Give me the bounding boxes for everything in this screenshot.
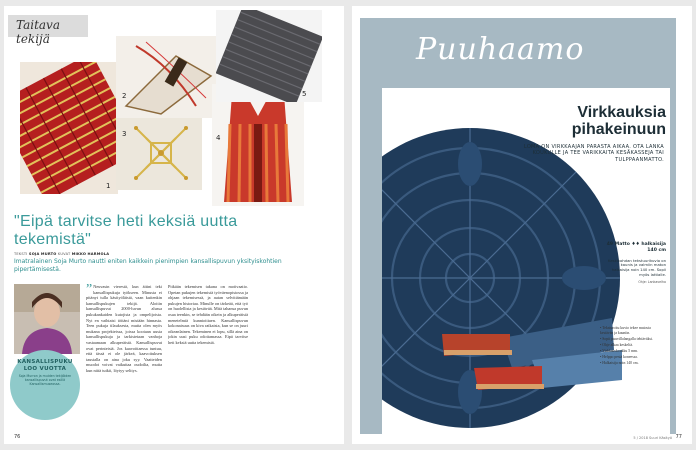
photo-ribbon-weaving: [20, 62, 118, 194]
article-lede: Imatralainen Soja Murto nautti eniten kaikkein pienimpien kansallispuvun yksityiskohtien pipertämisestä.: [14, 258, 282, 273]
list-item: • Teksturoitu kuvio tekee matosta kestävän ja kauniin.: [600, 326, 651, 335]
section-brand: Puuhaamo: [416, 32, 585, 67]
photo-bodice: [212, 84, 307, 206]
quote-circle: [10, 350, 80, 420]
list-item: • Ohje alkaa keskeltä.: [600, 343, 633, 347]
pattern-info-text: Keskikohdan tekstuurikuvio on kaunis ja valmiin maton halkaisija noin 140 cm. Sopii myös lattialle.: [608, 257, 666, 277]
right-page: [352, 6, 692, 444]
list-item: • Sopii puuvillalangalla tehtäväksi.: [600, 337, 653, 341]
list-item: • Halkaisija noin 140 cm.: [600, 361, 639, 365]
pattern-info-title: 49 Matto ♦♦ halkaisija 140 cm: [606, 242, 666, 253]
embroidery-illustration: [116, 118, 202, 190]
portrait-photo: [14, 284, 80, 354]
pattern-info-box: [606, 242, 666, 284]
page-number-right: 77: [675, 434, 682, 440]
article-headline: "Eipä tarvitse heti keksiä uutta tekemistä": [14, 213, 238, 248]
list-item: • Helppo pestä koneessa.: [600, 355, 638, 359]
knit-fabric-illustration: [216, 10, 322, 102]
article-column-1: ” Neuvasin vierestä, kun äitini teki kansallispukuja työkseen. Minusta ei pitänyt tulla käsityöläistä, vaan kuitenkin kansallispukujen tekijä. Aloitin kansallispuvut 2000-luvun alussa pukukankaiden kutojista ja ompelijoista. Nyt en vaihtaisi töitäni mistään hinnasta. Teen pukuja tilauksesta, mutta olen myös mukana projekteissa, joissa kootaan uusia kansallispukuja ja tarkistetaan vanhoja vastaamaan alkuperäistä. Kansallispuvut ovat perinteisiä. Jos kaavoittaessa tuntuu, että tässä ei ole järkeä, kaavoituksen taustalla on aina joku syy. Vaatteiden muodot voivat vaikuttaa oudoilta, mutta kun niitä tutkii, löytyy selitys.: [86, 284, 162, 373]
photo-number-1: 1: [106, 182, 111, 190]
issue-footer: 5 / 2018 Suuri Käsityö: [633, 436, 672, 440]
photo-knit-fabric: [216, 10, 322, 102]
quote-title: KANSALLISPUKU LOO VUOTTA: [17, 359, 73, 372]
ribbon-weaving-illustration: [20, 62, 118, 194]
svg-text:3: 3: [122, 130, 127, 138]
section-tag: Taitava tekijä: [8, 15, 88, 37]
list-item: • Virkkauskoukku 5 mm.: [600, 349, 638, 353]
quote-mark-icon: ”: [86, 284, 93, 297]
left-page: [4, 6, 344, 444]
photo-embroidery: [116, 118, 202, 190]
svg-text:2: 2: [122, 92, 127, 100]
loom-illustration: [116, 36, 220, 118]
tips-list: [600, 326, 664, 367]
rug-photo: [382, 88, 670, 434]
page-number-left: 76: [14, 434, 21, 440]
article-title: Virkkauksia pihakeinuun: [571, 104, 666, 138]
article-intro: LOMA ON VIRKKAAJAN PARASTA AIKAA. OTA LANKA KOUKULLE JA TEE VARIKKAITA KESÄKASSEJA TAI TULPPAANMATTO.: [523, 144, 664, 163]
bodice-illustration: [212, 84, 307, 206]
byline: TEKSTI SOJA MURTO KUVAT MIKKO HARMOLA: [14, 252, 110, 256]
svg-text:5: 5: [302, 90, 307, 98]
photo-loom: [116, 36, 220, 118]
article-column-2: Pitkään tekemisen takana on motivaatio. Opetan pukujen tekemistä työväenopistossa ja ohjaan tekemisessä, ja autan selvittämään pukujen historiaa. Minulle on tärkeää, että työ on huolellista ja kestävää. Mitä tahansa puvun osaa teenkin, se tehdään oikein ja alkuperäisiä menetelmiä kunnioittaen. Kansallispuvun kokonaisuus on kiva ratkaista, kun se on juuri oikeanlainen. Tekeminen ei lopu, sillä aina on jokin uusi puku odottamassa. Eipä tarvitse heti keksiä uutta tekemistä.: [168, 284, 248, 345]
svg-text:4: 4: [216, 134, 221, 142]
portrait-illustration: [14, 284, 80, 354]
quote-body: Soja Murron ja muiden tekijöiden kansallispuvut ovat esillä Kansallismuseossa.: [18, 374, 72, 386]
pattern-info-credit: Ohje: Lankavelho: [638, 279, 666, 284]
